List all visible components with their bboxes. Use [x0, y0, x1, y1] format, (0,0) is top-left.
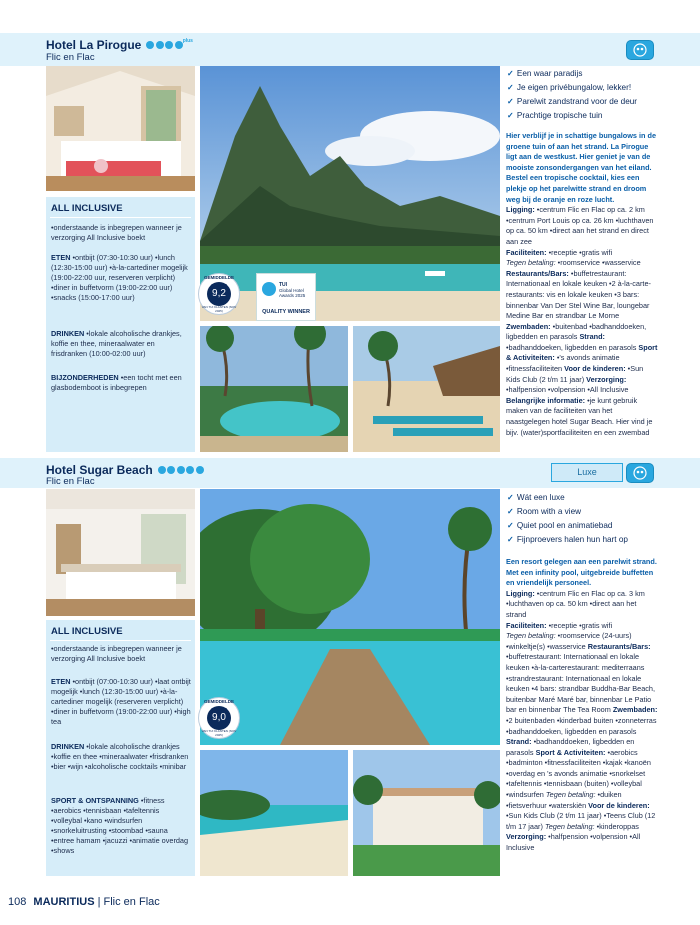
hotel2-allinclusive-box: ALL INCLUSIVE •onderstaande is inbegrepen wanneer je verzorging All Inclusive boekt ETEN •ontbijt (07:00-10:30 uur) •laat ontbijt mogelijk •lunch (12:30-15:00 uur) •à-la-cartediner mogelijk (reserveren verplicht) •diner in buffetvorm (19:00-22:00 uur) •high tea DRINKEN •lokale alcoholische drankjes •koffie en thee •mineraalwater •frisdranken •bier •wijn •alcoholische cocktails •minibar SPORT & ONTSPANNING •fitness •aerobics •tennisbaan •tafeltennis •volleybal •kano •windsurfen •snorkeluitrusting •stoombad •sauna •entree hamam •jacuzzi •animatie overdag •shows: [46, 620, 195, 876]
crown-icon: [196, 466, 204, 474]
hotel1-beach-loungers-photo: [353, 326, 500, 452]
country-name: MAURITIUS: [33, 896, 95, 908]
tui-logo-icon: [262, 282, 276, 296]
hotel2-score-value: 9,0: [207, 706, 231, 730]
page-number: 108: [8, 896, 27, 908]
crown-icon: [156, 41, 164, 49]
hotel2-infinity-pool-photo: [200, 489, 500, 745]
checkmark-icon: ✓: [507, 97, 514, 106]
region-name: Flic en Flac: [103, 896, 160, 908]
hotel1-award-badge: TUI Global Hotel Awards 2025 QUALITY WINNER: [256, 273, 316, 321]
rating-plus: plus: [182, 38, 193, 44]
hotel2-room-photo: [46, 489, 195, 616]
page-footer: [8, 896, 160, 908]
hotel2-location: Flic en Flac: [46, 476, 95, 487]
checkmark-icon: ✓: [507, 111, 514, 120]
hotel2-score-badge: GEMIDDELDE 9,0 VAN TUI KLANTEN (NOV 2025): [198, 697, 240, 739]
hotel2-description: Een resort gelegen aan een parelwit strand. Met een infinity pool, uitgebreide buffetten en vriendelijk personeel. Ligging: •centrum Flic en Flac op ca. 3 km •luchthaven op ca. 50 km •direct aan het strand Faciliteiten: •receptie •gratis wifi Tegen betaling: •roomservice (24-uurs) •winkeltje(s) •wasservice Restaurants/Bars: •buffetrestaurant: Internationaal en lokale keuken •à-la-carterestaurant: mediterraans •strandrestaurant: Internationaal en lokale keuken •4 bars: strandbar Buddha-Bar Beach, buitenbar Maré Maré bar, binnenbar Le Patio bar en binnenbar The Tea Room Zwembaden: •2 buitenbaden •kinderbad buiten •zonneterras •badhanddoeken, ligbedden en parasols Strand: •badhanddoeken, ligbedden en parasols Sport & Activiteiten: •aerobics •badminton •fitnessfaciliteiten •kajak •kanoën •overdag en 's avonds animatie •snorkelset •tafeltennis •tennisbaan (buiten) •volleybal •windsurfen Tegen betaling: •duiken •fietsverhuur •waterskiën Voor de kinderen: •Sun Kids Club (2 t/m 11 jaar) •Teens Club (12 t/m 17 jaar) Tegen betaling: •kinderoppas Verzorging: •halfpension •volpension •All Inclusive: [506, 557, 658, 853]
luxe-tag: Luxe: [551, 463, 623, 482]
checkmark-icon: ✓: [507, 493, 514, 502]
family-circle-icon: [626, 463, 654, 483]
hotel1-score-value: 9,2: [207, 282, 231, 306]
crown-icon: [186, 466, 194, 474]
checkmark-icon: ✓: [507, 521, 514, 530]
hotel1-mountain-photo: [200, 66, 500, 321]
hotel1-room-photo: [46, 66, 195, 191]
hotel1-allinclusive-box: ALL INCLUSIVE •onderstaande is inbegrepen wanneer je verzorging All Inclusive boekt ETEN •ontbijt (07:30-10:30 uur) •lunch (12:30-15:00 uur) •à-la-cartediner mogelijk (19:00-22:00 uur, reserveren verplicht) •diner in buffetvorm (19:00-22:00 uur) •snacks (15:00-17:00 uur) DRINKEN •lokale alcoholische drankjes, koffie en thee, mineraalwater en frisdranken (10:00-02:00 uur) BIJZONDERHEDEN •een tocht met een glasbodemboot is inbegrepen: [46, 197, 195, 452]
hotel2-resort-photo: [353, 750, 500, 876]
hotel1-pool-photo: [200, 326, 348, 452]
hotel2-beach-photo: [200, 750, 348, 876]
allinclusive-title: ALL INCLUSIVE: [51, 626, 123, 637]
checkmark-icon: ✓: [507, 69, 514, 78]
checkmark-icon: ✓: [507, 507, 514, 516]
hotel1-title: Hotel La Pirogue $^{plus}$: [46, 38, 193, 52]
hotel1-score-badge: GEMIDDELDE 9,2 VAN TUI KLANTEN (NOV 2025): [198, 273, 240, 315]
hotel1-header: [0, 33, 700, 66]
hotel1-description: Hier verblijf je in schattige bungalows in de groene tuin of aan het strand. La Pirogue ligt aan de westkust. Hier geniet je van de mooiste zonsondergangen van het eiland. Bestel een tropische cocktail, kies een plekje op het parelwitte strand en droom weg bij de oranje en roze lucht. Ligging: •centrum Flic en Flac op ca. 2 km •centrum Port Louis op ca. 26 km •luchthaven op ca. 50 km •direct aan het strand en direct aan zee Faciliteiten: •receptie •gratis wifi Tegen betaling: •roomservice •wasservice Restaurants/Bars: •buffetrestaurant: Internationaal en lokale keuken •2 à-la-carte-restaurants: vis en lokale keuken •3 bars: binnenbar Van Der Stel Wine Bar, loungebar Medine Bar en strandbar Le Morne Zwembaden: •buitenbad •badhanddoeken, ligbedden en parasols Strand: •badhanddoeken, ligbedden en parasols Sport & Activiteiten: •'s avonds animatie •fitnessfaciliteiten Voor de kinderen: •Sun Kids Club (2 t/m 11 jaar) Verzorging: •halfpension •volpension •All Inclusive Belangrijke informatie: •je kunt gebruik maken van de faciliteiten van het naastgelegen hotel Sugar Beach. Hier vind je bijv. (water)sportfaciliteiten en een zwembad: [506, 131, 658, 437]
crown-icon: [175, 41, 183, 49]
divider: [50, 640, 191, 641]
crown-icon: [167, 466, 175, 474]
hotel1-location: Flic en Flac: [46, 52, 95, 63]
crown-icon: [177, 466, 185, 474]
checkmark-icon: ✓: [507, 83, 514, 92]
allinclusive-title: ALL INCLUSIVE: [51, 203, 123, 214]
crown-icon: [146, 41, 154, 49]
checkmark-icon: ✓: [507, 535, 514, 544]
divider: [50, 217, 191, 218]
crown-icon: [158, 466, 166, 474]
family-circle-icon: [626, 40, 654, 60]
crown-icon: [165, 41, 173, 49]
hotel2-title: Hotel Sugar Beach: [46, 463, 204, 477]
footer-separator: |: [97, 896, 101, 908]
